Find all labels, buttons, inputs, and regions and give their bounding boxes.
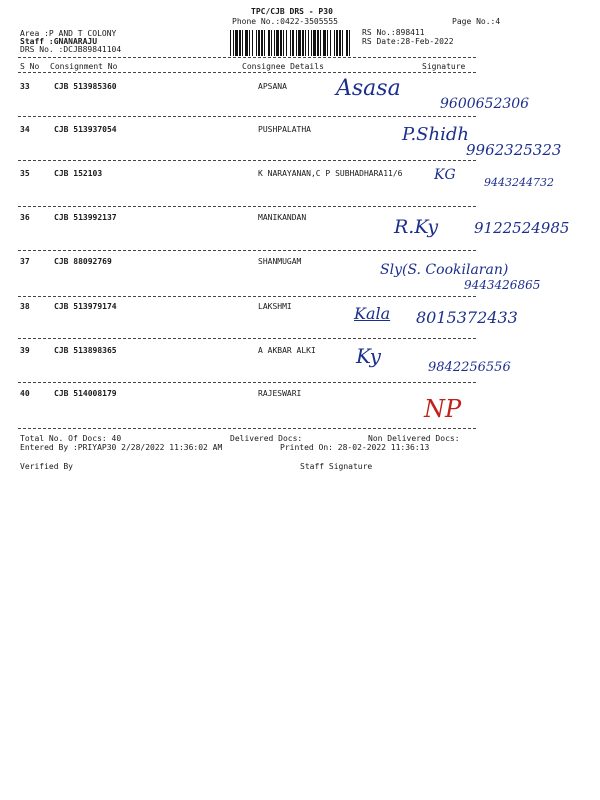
row-sno: 33 bbox=[20, 82, 30, 91]
header-divider-top bbox=[18, 57, 476, 58]
header-divider-bottom bbox=[18, 72, 476, 73]
row-divider bbox=[18, 116, 476, 117]
total-docs: Total No. Of Docs: 40 bbox=[20, 434, 122, 443]
area-label: Area :P AND T COLONY bbox=[20, 29, 117, 38]
signature-phone: 9842256556 bbox=[428, 360, 511, 375]
row-consignment: CJB 152103 bbox=[54, 169, 103, 178]
signature-name: Sly(S. Cookilaran) bbox=[380, 262, 509, 278]
row-consignment: CJB 514008179 bbox=[54, 389, 117, 398]
row-sno: 35 bbox=[20, 169, 30, 178]
row-consignee: PUSHPALATHA bbox=[258, 125, 311, 134]
signature-name: Kala bbox=[354, 304, 391, 323]
barcode bbox=[230, 30, 352, 56]
signature-name: NP bbox=[424, 395, 462, 423]
signature-phone: 9122524985 bbox=[474, 219, 570, 237]
row-divider bbox=[18, 160, 476, 161]
row-sno: 36 bbox=[20, 213, 30, 222]
row-sno: 34 bbox=[20, 125, 30, 134]
row-divider bbox=[18, 296, 476, 297]
row-consignee: MANIKANDAN bbox=[258, 213, 307, 222]
row-consignee: SHANMUGAM bbox=[258, 257, 302, 266]
non-delivered-docs: Non Delivered Docs: bbox=[368, 434, 460, 443]
signature-name: P.Shidh bbox=[402, 124, 469, 145]
signature-phone: 9962325323 bbox=[466, 141, 562, 159]
page-number: Page No.:4 bbox=[452, 17, 501, 26]
row-consignee: A AKBAR ALKI bbox=[258, 346, 316, 355]
row-consignee: LAKSHMI bbox=[258, 302, 292, 311]
delivered-docs: Delivered Docs: bbox=[230, 434, 303, 443]
signature-phone: 9600652306 bbox=[440, 96, 530, 112]
document-title: TPC/CJB DRS - P30 bbox=[251, 7, 333, 16]
row-sno: 37 bbox=[20, 257, 30, 266]
signature-name: KG bbox=[434, 167, 456, 183]
row-divider bbox=[18, 428, 476, 429]
signature-phone: 9443244732 bbox=[484, 176, 554, 189]
row-divider bbox=[18, 338, 476, 339]
row-consignee: K NARAYANAN,C P SUBHADHARA11/6 bbox=[258, 169, 403, 178]
row-divider bbox=[18, 206, 476, 207]
row-consignment: CJB 88092769 bbox=[54, 257, 112, 266]
staff-signature-label: Staff Signature bbox=[300, 462, 373, 471]
rs-number: RS No.:898411 bbox=[362, 28, 425, 37]
row-sno: 40 bbox=[20, 389, 30, 398]
row-sno: 38 bbox=[20, 302, 30, 311]
signature-name: R.Ky bbox=[394, 216, 439, 238]
row-consignment: CJB 513992137 bbox=[54, 213, 117, 222]
staff-label: Staff :GNANARAJU bbox=[20, 37, 98, 46]
entered-by: Entered By :PRIYAP30 2/28/2022 11:36:02 AM bbox=[20, 443, 223, 452]
signature-phone: 9443426865 bbox=[464, 278, 541, 292]
row-divider bbox=[18, 250, 476, 251]
column-sno: S No bbox=[20, 62, 40, 71]
printed-on: Printed On: 28-02-2022 11:36:13 bbox=[280, 443, 430, 452]
row-consignee: RAJESWARI bbox=[258, 389, 302, 398]
row-consignment: CJB 513937054 bbox=[54, 125, 117, 134]
column-consignee: Consignee Details bbox=[242, 62, 324, 71]
row-sno: 39 bbox=[20, 346, 30, 355]
row-consignment: CJB 513979174 bbox=[54, 302, 117, 311]
verified-by: Verified By bbox=[20, 462, 73, 471]
column-signature: Signature bbox=[422, 62, 466, 71]
signature-name: Ky bbox=[356, 344, 381, 368]
signature-phone: 8015372433 bbox=[416, 308, 518, 327]
row-consignee: APSANA bbox=[258, 82, 287, 91]
column-consignment: Consignment No bbox=[50, 62, 118, 71]
row-divider bbox=[18, 382, 476, 383]
phone-number: Phone No.:0422-3505555 bbox=[232, 17, 338, 26]
row-consignment: CJB 513898365 bbox=[54, 346, 117, 355]
row-consignment: CJB 513985360 bbox=[54, 82, 117, 91]
signature-name: Asasa bbox=[336, 76, 401, 101]
drs-number: DRS No. :DCJB89841104 bbox=[20, 45, 122, 54]
rs-date: RS Date:28-Feb-2022 bbox=[362, 37, 454, 46]
